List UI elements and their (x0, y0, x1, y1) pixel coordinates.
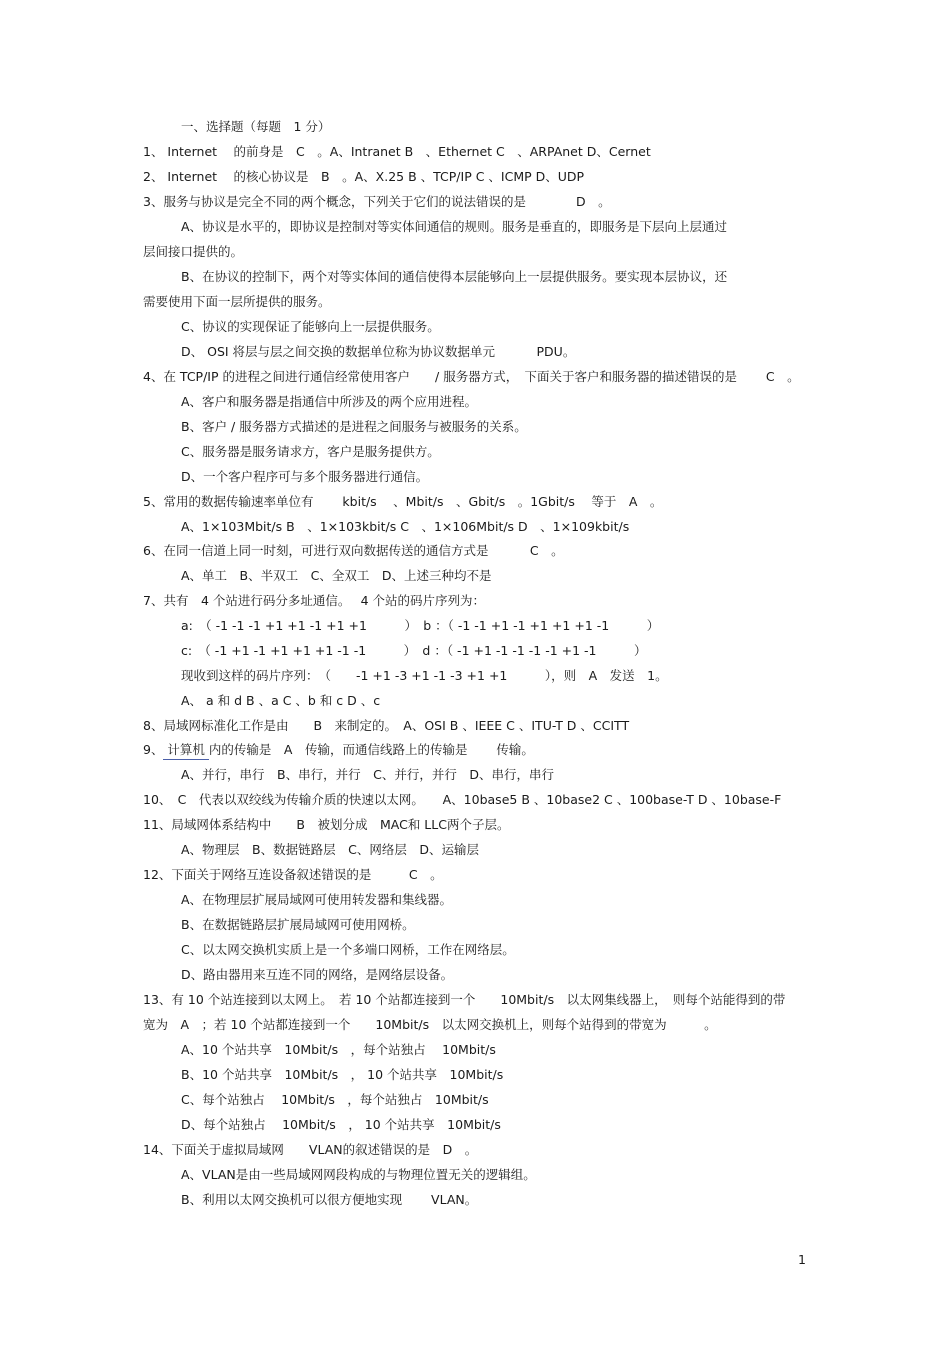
question-7: 7、共有 4 个站进行码分多址通信。 4 个站的码片序列为： (143, 593, 486, 608)
q7-chips-cd: c: （ -1 +1 -1 +1 +1 +1 -1 -1 ） d ：（ -1 +1 -1 -1 -1 -1 +1 -1 ） (181, 643, 647, 658)
q6-options: A、单工 B、半双工 C、全双工 D、上述三种均不是 (181, 568, 492, 583)
q3-option-a: A、协议是水平的，即协议是控制对等实体间通信的规则。服务是垂直的，即服务是下层向上层通过 (181, 219, 728, 234)
question-8: 8、局域网标准化工作是由 B 来制定的。 A、OSI B 、IEEE C 、ITU-T D 、CCITT (143, 718, 630, 733)
q13-option-b: B、10 个站共享 10Mbit/s ， 10 个站共享 10Mbit/s (181, 1067, 504, 1082)
q12-option-a: A、在物理层扩展局域网可使用转发器和集线器。 (181, 892, 453, 907)
q3-option-d: D、 OSI 将层与层之间交换的数据单位称为协议数据单元 PDU。 (181, 344, 576, 359)
question-14: 14、下面关于虚拟局域网 VLAN的叙述错误的是 D 。 (143, 1142, 478, 1157)
section-heading: 一、选择题（每题 1 分） (181, 119, 331, 134)
question-12: 12、下面关于网络互连设备叙述错误的是 C 。 (143, 867, 443, 882)
q12-option-d: D、路由器用来互连不同的网络，是网络层设备。 (181, 967, 454, 982)
question-13-cont: 宽为 A ；若 10 个站都连接到一个 10Mbit/s 以太网交换机上，则每个站得到的带宽为 。 (143, 1017, 717, 1032)
question-4: 4、在 TCP/IP 的进程之间进行通信经常使用客户 / 服务器方式， 下面关于客户和服务器的描述错误的是 C 。 (143, 369, 800, 384)
q5-options: A、1×103Mbit/s B 、1×103kbit/s C 、1×106Mbit/s D 、1×109kbit/s (181, 519, 630, 534)
q3-option-c: C、协议的实现保证了能够向上一层提供服务。 (181, 319, 440, 334)
q7-options: A、 a 和 d B 、a C 、b 和 c D 、c (181, 693, 381, 708)
q14-option-a: A、VLAN是由一些局域网网段构成的与物理位置无关的逻辑组。 (181, 1167, 536, 1182)
q4-option-b: B、客户 / 服务器方式描述的是进程之间服务与被服务的关系。 (181, 419, 527, 434)
question-11: 11、局域网体系结构中 B 被划分成 MAC和 LLC两个子层。 (143, 817, 510, 832)
q13-option-a: A、10 个站共享 10Mbit/s ，每个站独占 10Mbit/s (181, 1042, 496, 1057)
q13-option-d: D、每个站独占 10Mbit/s ， 10 个站共享 10Mbit/s (181, 1117, 501, 1132)
question-13: 13、有 10 个站连接到以太网上。 若 10 个站都连接到一个 10Mbit/s 以太网集线器上， 则每个站能得到的带 (143, 992, 786, 1007)
page-number: 1 (798, 1252, 806, 1267)
q4-option-a: A、客户和服务器是指通信中所涉及的两个应用进程。 (181, 394, 478, 409)
q4-option-c: C、服务器是服务请求方，客户是服务提供方。 (181, 444, 440, 459)
question-5: 5、常用的数据传输速率单位有 kbit/s 、Mbit/s 、Gbit/s 。1Gbit/s 等于 A 。 (143, 494, 663, 509)
q4-option-d: D、一个客户程序可与多个服务器进行通信。 (181, 469, 429, 484)
q7-chips-ab: a: （ -1 -1 -1 +1 +1 -1 +1 +1 ） b ：（ -1 -1 +1 -1 +1 +1 +1 -1 ） (181, 618, 660, 633)
q3-option-a-cont: 层间接口提供的。 (143, 244, 244, 259)
question-10: 10、 C 代表以双绞线为传输介质的快速以太网。 A、10base5 B 、10base2 C 、100base-T D 、10base-F (143, 792, 782, 807)
question-9: 9、 计算机 内的传输是 A 传输，而通信线路上的传输是 传输。 (143, 742, 534, 757)
question-1: 1、 Internet 的前身是 C 。A、Intranet B 、Ethernet C 、ARPAnet D、Cernet (143, 144, 651, 159)
q9-options: A、并行，串行 B、串行，并行 C、并行，并行 D、串行，串行 (181, 767, 554, 782)
q13-option-c: C、每个站独占 10Mbit/s ，每个站独占 10Mbit/s (181, 1092, 489, 1107)
q11-options: A、物理层 B、数据链路层 C、网络层 D、运输层 (181, 842, 479, 857)
q14-option-b: B、利用以太网交换机可以很方便地实现 VLAN。 (181, 1192, 478, 1207)
question-3: 3、服务与协议是完全不同的两个概念，下列关于它们的说法错误的是 D 。 (143, 194, 611, 209)
question-2: 2、 Internet 的核心协议是 B 。A、X.25 B 、TCP/IP C 、ICMP D、UDP (143, 169, 585, 184)
q12-option-c: C、以太网交换机实质上是一个多端口网桥，工作在网络层。 (181, 942, 515, 957)
hyperlink-underline (163, 759, 209, 760)
q3-option-b: B、在协议的控制下，两个对等实体间的通信使得本层能够向上一层提供服务。要实现本层协议，还 (181, 269, 728, 284)
q12-option-b: B、在数据链路层扩展局域网可使用网桥。 (181, 917, 415, 932)
q7-received: 现收到这样的码片序列： （ -1 +1 -3 +1 -1 -3 +1 +1 ），则 A 发送 1。 (181, 668, 668, 683)
q3-option-b-cont: 需要使用下面一层所提供的服务。 (143, 294, 331, 309)
question-6: 6、在同一信道上同一时刻，可进行双向数据传送的通信方式是 C 。 (143, 543, 564, 558)
